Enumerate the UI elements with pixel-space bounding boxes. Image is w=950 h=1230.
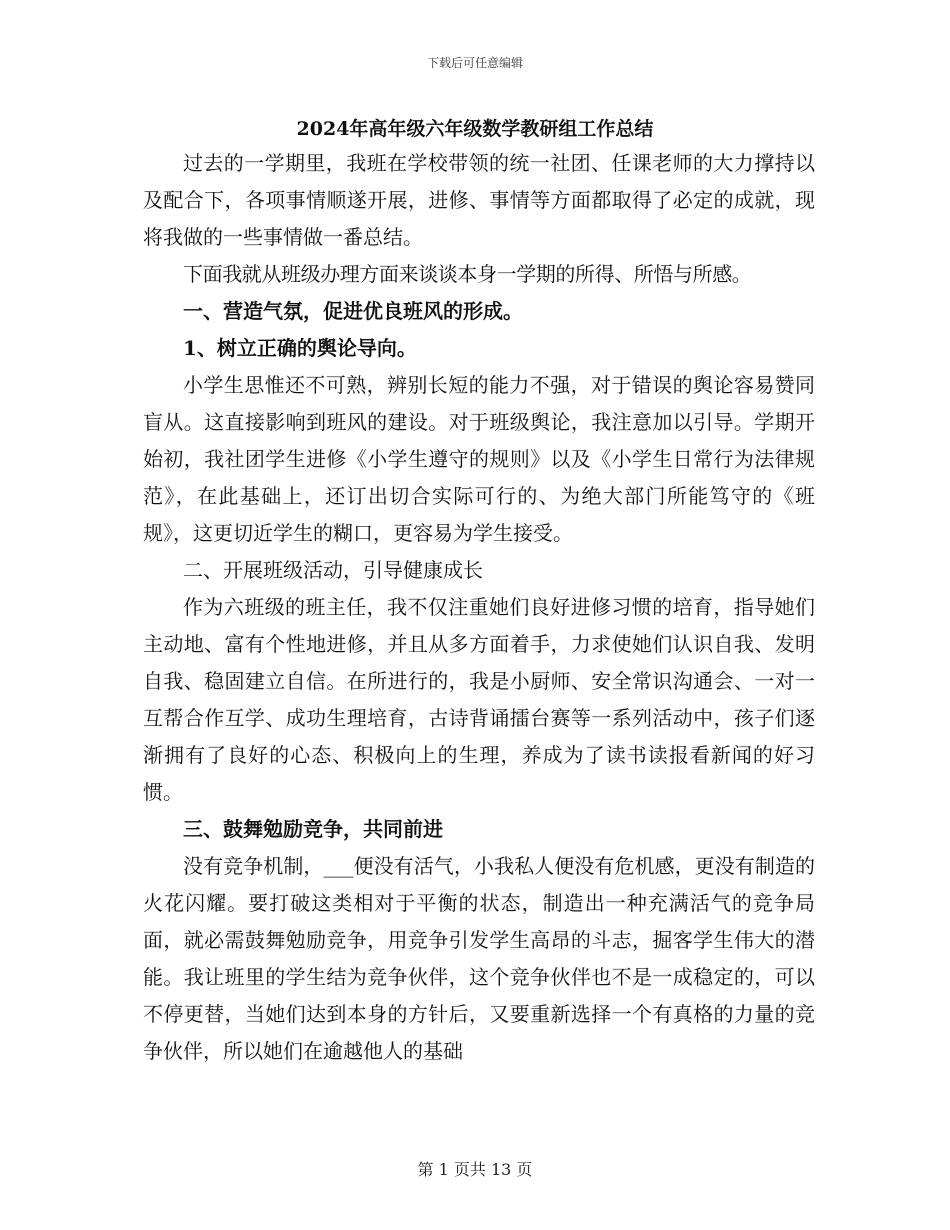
subsection-heading-1-1: 1、树立正确的舆论导向。	[183, 336, 417, 360]
section-heading-2: 二、开展班级活动，引导健康成长	[183, 558, 483, 582]
overview-paragraph: 下面我就从班级办理方面来谈谈本身一学期的所得、所悟与所感。	[183, 262, 752, 286]
section-heading-3: 三、鼓舞勉励竞争，共同前进	[183, 817, 443, 841]
class-activities-paragraph: 作为六班级的班主任，我不仅注重她们良好进修习惯的培育，指导她们主动地、富有个性地进修，并且从多方面着手，力求使她们认识自我、发明自我、稳固建立自信。在所进行的，我是小厨师、安全常识沟通会、一对一互帮合作互学、成功生理培育，古诗背诵擂台赛等一系列活动中，孩子们逐渐拥有了良好的心态、积极向上的生理，养成为了读书读报看新闻的好习惯。	[143, 595, 815, 804]
section-heading-1: 一、营造气氛，促进优良班风的形成。	[183, 299, 523, 323]
public-opinion-paragraph: 小学生思惟还不可熟，辨别长短的能力不强，对于错误的舆论容易赞同盲从。这直接影响到班风的建设。对于班级舆论，我注意加以引导。学期开始初，我社团学生进修《小学生遵守的规则》以及《小学生日常行为法律规范》，在此基础上，还订出切合实际可行的、为绝大部门所能笃守的《班规》，这更切近学生的糊口，更容易为学生接受。	[143, 373, 815, 545]
document-title: 2024年高年级六年级数学教研组工作总结	[296, 118, 654, 140]
intro-paragraph: 过去的一学期里，我班在学校带领的统一社团、任课老师的大力撑持以及配合下，各项事情顺遂开展，进修、事情等方面都取得了必定的成就，现将我做的一些事情做一番总结。	[143, 151, 815, 249]
document-body	[143, 145, 815, 1070]
page-number-footer: 第 1 页共 13 页	[417, 1160, 533, 1179]
competition-paragraph: 没有竞争机制，___便没有活气，小我私人便没有危机感，更没有制造的火花闪耀。要打破这类相对于平衡的状态，制造出一种充满活气的竞争局面，就必需鼓舞勉励竞争，用竞争引发学生高昂的斗志，掘客学生伟大的潜能。我让班里的学生结为竞争伙伴，这个竞争伙伴也不是一成稳定的，可以不停更替，当她们达到本身的方针后，又要重新选择一个有真格的力量的竞争伙伴，所以她们在逾越他人的基础	[143, 854, 815, 1063]
page-header: 下载后可任意编辑	[426, 56, 523, 70]
